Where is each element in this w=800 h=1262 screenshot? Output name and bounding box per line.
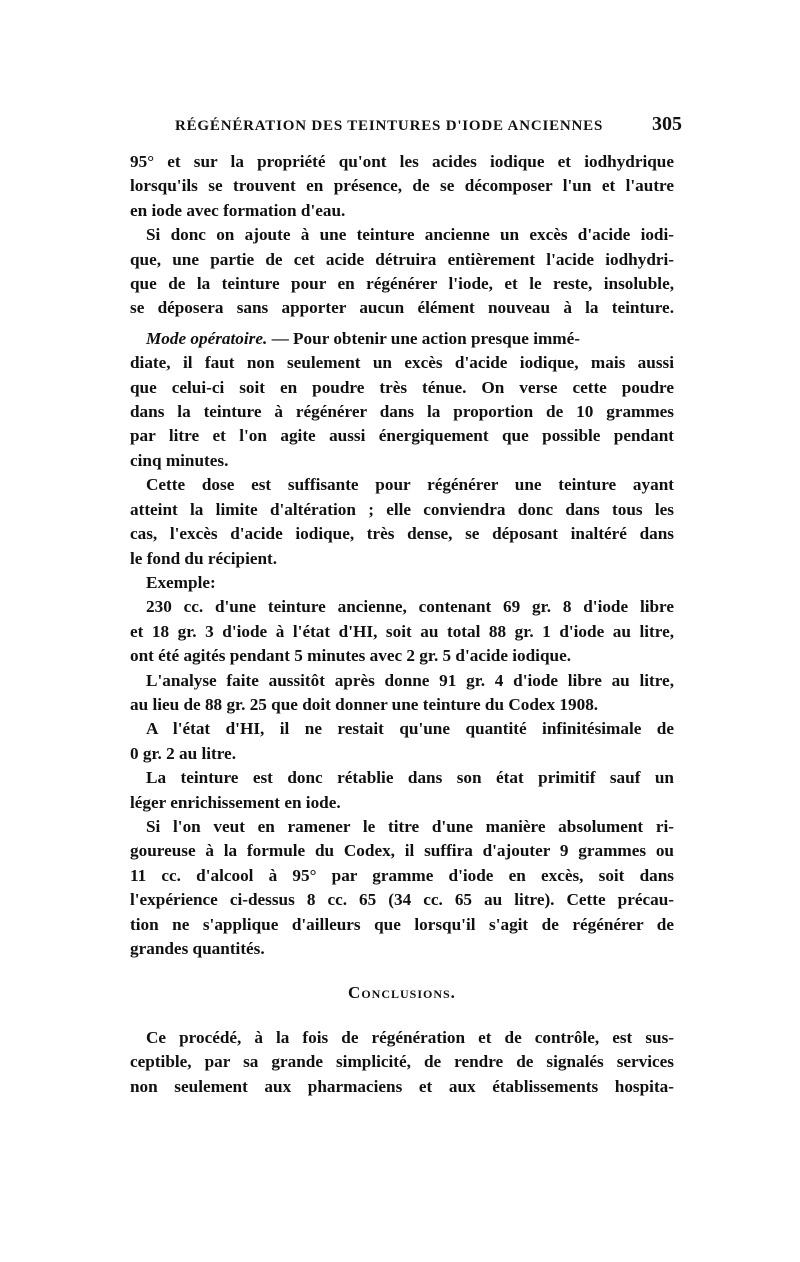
paragraph [130,571,674,595]
page-header [175,113,682,143]
text-line: Si donc on ajoute à une teinture ancienne un excès d'acide iodi- [146,225,674,245]
section-title: Conclusions. [348,983,456,1003]
paragraph [130,150,674,223]
text-line: cas, l'excès d'acide iodique, très dense, se déposant inaltéré dans [130,524,674,544]
text-line: que, une partie de cet acide détruira entièrement l'acide iodhydri- [130,249,674,269]
text-line: non seulement aux pharmaciens et aux établissements hospita- [130,1076,674,1096]
text-line: léger enrichissement en iode. [130,792,341,812]
text-line: l'expérience ci-dessus 8 cc. 65 (34 cc. 65 au litre). Cette précau- [130,890,674,910]
text-line: 0 gr. 2 au litre. [130,743,236,763]
running-head: RÉGÉNÉRATION DES TEINTURES D'IODE ANCIENNES [175,118,604,134]
text-line: diate, il faut non seulement un excès d'acide iodique, mais aussi [130,353,674,373]
text-fragment: — Pour obtenir une action presque immé- [267,328,580,348]
text-line: dans la teinture à régénérer dans la proportion de 10 grammes [130,402,674,422]
text-line: 11 cc. d'alcool à 95° par gramme d'iode en excès, soit dans [130,865,674,885]
text-line: Ce procédé, à la fois de régénération et de contrôle, est sus- [146,1027,674,1047]
page-number: 305 [652,113,682,135]
paragraph [130,327,674,473]
paragraph [130,473,674,571]
text-line [130,327,674,351]
text-line: Exemple: [146,572,216,592]
text-line: goureuse à la formule du Codex, il suffira d'ajouter 9 grammes ou [130,841,674,861]
text-line: lorsqu'ils se trouvent en présence, de se décomposer l'un et l'autre [130,176,674,196]
text-line: que celui-ci soit en poudre très ténue. On verse cette poudre [130,377,674,397]
paragraph [130,815,674,961]
text-line: cinq minutes. [130,450,229,470]
text-line: ont été agités pendant 5 minutes avec 2 gr. 5 d'acide iodique. [130,646,571,666]
text-line: Si l'on veut en ramener le titre d'une manière absolument ri- [146,816,674,836]
paragraph [130,223,674,321]
text-line: tion ne s'applique d'ailleurs que lorsqu'il s'agit de régénérer de [130,914,674,934]
text-line: le fond du récipient. [130,548,278,568]
text-line: 95° et sur la propriété qu'ont les acides iodique et iodhydrique [130,152,674,171]
text-line: 230 cc. d'une teinture ancienne, contenant 69 gr. 8 d'iode libre [146,597,674,617]
text-line: atteint la limite d'altération ; elle conviendra donc dans tous les [130,499,674,519]
text-line: par litre et l'on agite aussi énergiquement que possible pendant [130,426,674,446]
text-line: se déposera sans apporter aucun élément nouveau à la teinture. [130,298,674,318]
text-line: au lieu de 88 gr. 25 que doit donner une teinture du Codex 1908. [130,694,599,714]
paragraph [130,1026,674,1099]
page-body [130,150,674,1099]
paragraph [130,595,674,668]
paragraph [130,669,674,718]
text-line: que de la teinture pour en régénérer l'iode, et le reste, insoluble, [130,274,674,294]
text-line: grandes quantités. [130,939,265,958]
text-line: A l'état d'HI, il ne restait qu'une quantité infinitésimale de [146,719,674,739]
text-line: La teinture est donc rétablie dans son état primitif sauf un [146,768,674,788]
text-line: et 18 gr. 3 d'iode à l'état d'HI, soit au total 88 gr. 1 d'iode au litre, [130,621,674,641]
text-line: en iode avec formation d'eau. [130,200,346,220]
text-line: L'analyse faite aussitôt après donne 91 gr. 4 d'iode libre au litre, [146,670,674,690]
text-line: Cette dose est suffisante pour régénérer une teinture ayant [146,475,674,495]
paragraph [130,766,674,815]
paragraph [130,717,674,766]
paragraph-lead: Mode opératoire. [146,328,268,348]
text-line: ceptible, par sa grande simplicité, de rendre de signalés services [130,1052,674,1072]
